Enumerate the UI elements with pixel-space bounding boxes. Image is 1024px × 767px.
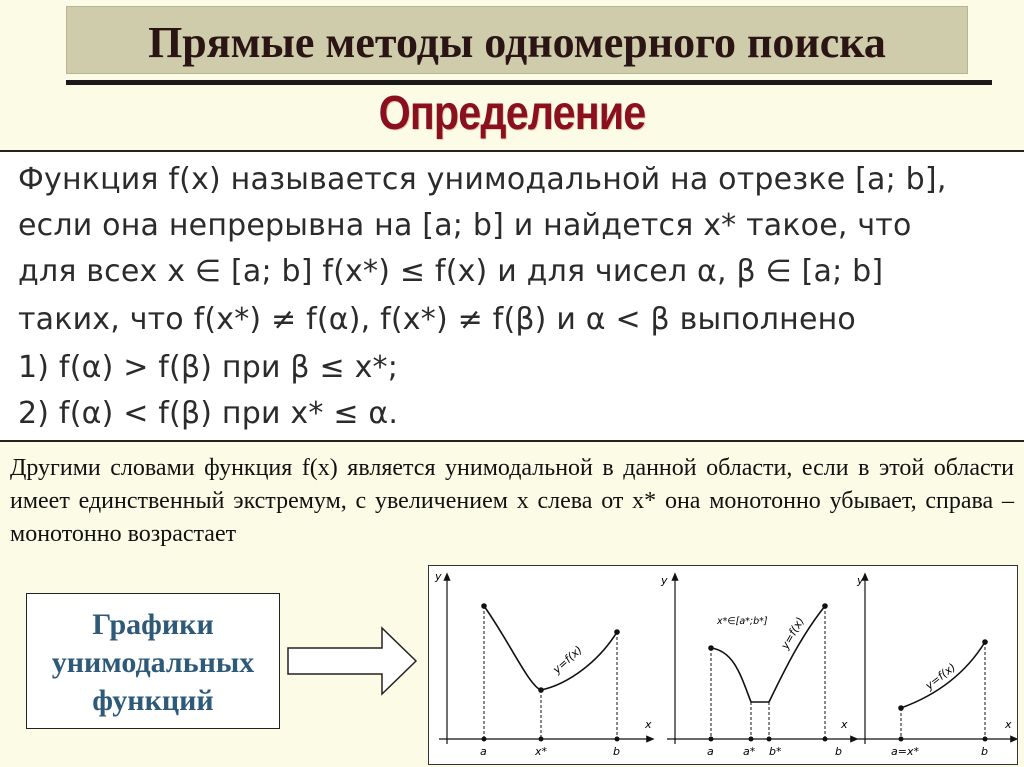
curve-label: y=f(x) bbox=[922, 660, 959, 693]
page-title: Прямые методы одномерного поиска bbox=[148, 18, 886, 67]
tick-label: a bbox=[480, 745, 487, 758]
tick-label: a=x* bbox=[891, 745, 919, 758]
graphs-caption-line: унимодальных bbox=[51, 646, 255, 679]
graph-2 bbox=[660, 574, 855, 758]
definition-line: если она непрерывна на [a; b] и найдется x* такое, что bbox=[18, 208, 912, 243]
y-axis-label: y bbox=[435, 570, 442, 583]
definition-line: 1) f(α) > f(β) при β ≤ x*; bbox=[18, 350, 399, 385]
x-axis-label: x bbox=[645, 718, 652, 731]
tick-label: a* bbox=[743, 745, 756, 758]
definition-line: таких, что f(x*) ≠ f(α), f(x*) ≠ f(β) и α < β выполнено bbox=[18, 302, 856, 337]
title-box bbox=[66, 6, 968, 74]
graph-3 bbox=[856, 574, 1015, 758]
graphs-caption-box bbox=[26, 593, 280, 729]
right-arrow-icon bbox=[286, 626, 418, 696]
interval-annotation: x*∈[a*;b*] bbox=[717, 616, 768, 627]
tick-label: a bbox=[707, 745, 714, 758]
definition-line: для всех x ∈ [a; b] f(x*) ≤ f(x) и для чисел α, β ∈ [a; b] bbox=[18, 254, 884, 289]
tick-label: b bbox=[981, 745, 988, 758]
graph-1 bbox=[434, 570, 652, 758]
y-axis-label: y bbox=[857, 574, 864, 587]
curve-label: y=f(x) bbox=[778, 614, 807, 652]
tick-label: b bbox=[835, 745, 842, 758]
tick-label: x* bbox=[535, 745, 548, 758]
title-divider bbox=[66, 80, 992, 85]
graphs-caption-line: функций bbox=[92, 684, 214, 717]
section-subtitle: Определение bbox=[378, 87, 646, 140]
y-axis-label: y bbox=[661, 574, 668, 587]
definition-line: 2) f(α) < f(β) при x* ≤ α. bbox=[18, 396, 399, 431]
curve-label: y=f(x) bbox=[550, 643, 585, 677]
tick-label: b bbox=[613, 745, 620, 758]
explanation-paragraph: Другими словами функция f(x) является унимодальной в данной области, если в этой области имеет единственный экстремум, с увеличением x слева от x* она монотонно убывает, справа – монотонно возрастает bbox=[10, 455, 1014, 547]
tick-label: b* bbox=[769, 745, 782, 758]
definition-box bbox=[0, 150, 1024, 442]
x-axis-label: x bbox=[841, 718, 848, 731]
x-axis-label: x bbox=[1005, 718, 1012, 731]
definition-line: Функция f(x) называется унимодальной на отрезке [a; b], bbox=[18, 162, 947, 197]
graphs-caption-line: Графики bbox=[92, 608, 214, 641]
graphs-caption bbox=[27, 606, 279, 720]
unimodal-graphs bbox=[428, 565, 1018, 765]
